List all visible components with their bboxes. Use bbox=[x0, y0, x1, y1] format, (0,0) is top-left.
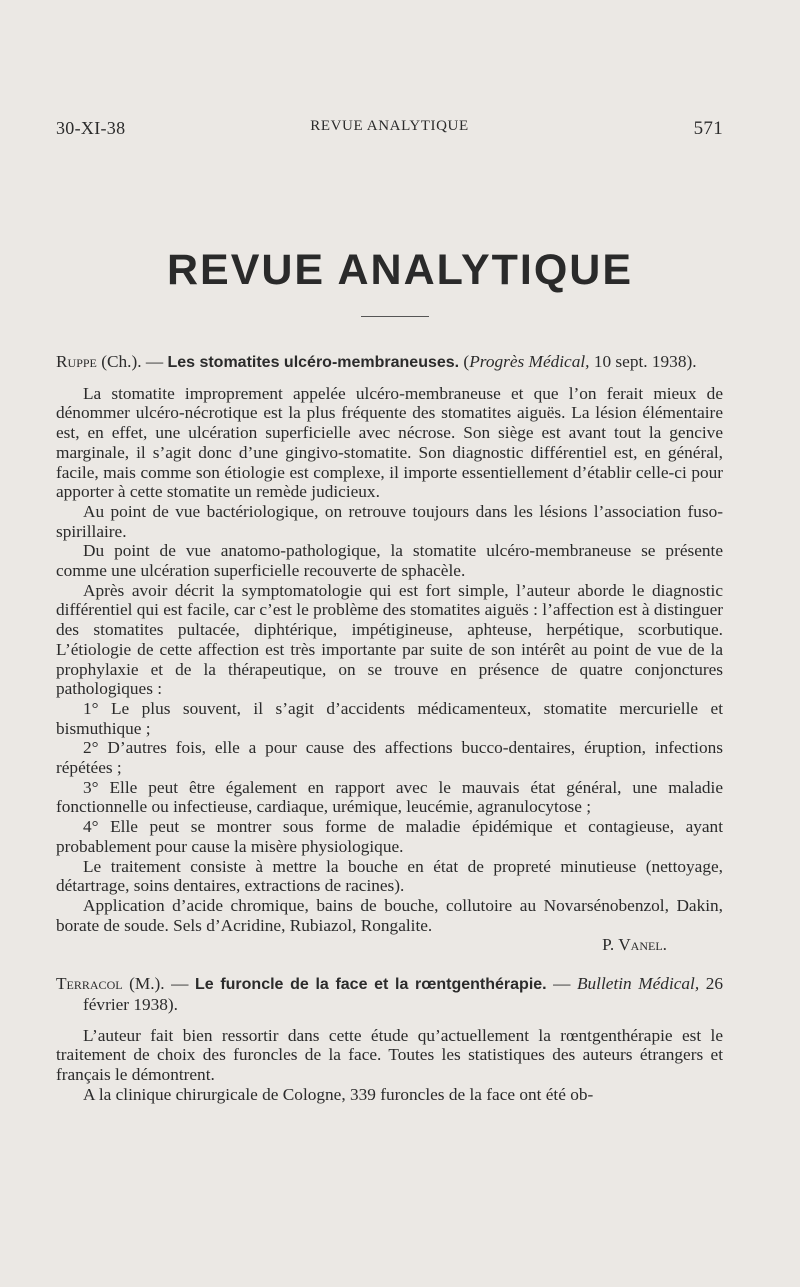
entry-1-paragraph: La stomatite improprement appelée ulcéro-membraneuse et que l’on ferait mieux de dénommer ulcéro-nécrotique est la plus fréquente des stomatites aiguës. La lésion élémentaire est, en effet, une ulcération superficielle avec nécrose. Son siège est avant tout la gencive marginale, il s’agit donc d’une gingivo-stomatite. Son diagnostic différentiel est, en général, facile, mais comme son étiologie est complexe, il importe essentiellement d’établir celle-ci pour apporter à cette stomatite un remède judicieux. bbox=[56, 383, 723, 502]
entry-1-ref-rest: 10 sept. 1938). bbox=[589, 352, 697, 371]
entry-1-paragraph: Au point de vue bactériologique, on retrouve toujours dans les lésions l’association fuso-spirillaire. bbox=[56, 501, 723, 541]
issue-date: 30-XI-38 bbox=[56, 118, 126, 138]
entry-2-heading bbox=[56, 974, 723, 1014]
entry-1-signature: P. Vanel. bbox=[602, 935, 667, 955]
entry-2-ref-open: — bbox=[546, 974, 577, 994]
running-head bbox=[56, 118, 723, 142]
entry-2-journal: Bulletin Médical, bbox=[576, 974, 700, 994]
entry-1-paragraph: Du point de vue anatomo-pathologique, la stomatite ulcéro-membraneuse se présente comme une ulcération superficielle recouverte de sphacèle. bbox=[56, 541, 723, 581]
entry-2-author-initial: (M.). — bbox=[122, 974, 195, 994]
title-rule bbox=[361, 316, 429, 317]
entry-1-paragraph: Application d’acide chromique, bains de bouche, collutoire au Novarsénobenzol, Dakin, borate de soude. Sels d’Acridine, Rubiazol, Rongalite. bbox=[56, 895, 723, 935]
page-number: 571 bbox=[693, 118, 723, 139]
entry-1-list-item-1: 1° Le plus souvent, il s’agit d’accidents médicamenteux, stomatite mercurielle et bismuthique ; bbox=[56, 698, 723, 738]
entry-2-article-title: Le furoncle de la face et la rœntgenthérapie. bbox=[194, 976, 547, 994]
article-body bbox=[56, 352, 723, 1104]
entry-2-paragraph: A la clinique chirurgicale de Cologne, 339 furoncles de la face ont été ob- bbox=[83, 1084, 594, 1104]
entry-2-ref-rest: 26 février 1938). bbox=[83, 974, 724, 1014]
entry-1-author-initial: (Ch.). — bbox=[96, 352, 168, 371]
page-title: REVUE ANALYTIQUE bbox=[166, 246, 634, 294]
entry-2-paragraph: L’auteur fait bien ressortir dans cette étude qu’actuellement la rœntgenthérapie est le traitement de choix des furoncles de la face. Toutes les statistiques des auteurs étrangers et français le démontrent. bbox=[56, 1025, 723, 1084]
entry-1-paragraph: Après avoir décrit la symptomatologie qui est fort simple, l’auteur aborde le diagnostic différentiel qui est facile, car c’est le problème des stomatites aiguës : l’affection est à distinguer des stomatites pultacée, diphtérique, impétigineuse, aphteuse, herpétique, scorbutique. L’étiologie de cette affection est très importante par suite de son intérêt au point de vue de la prophylaxie et de la thérapeutique, on se trouve en présence de quatre conjonctures pathologiques : bbox=[56, 580, 723, 699]
entry-1-heading bbox=[56, 352, 723, 373]
section-name: REVUE ANALYTIQUE bbox=[310, 118, 469, 134]
entry-1-author: Ruppe bbox=[56, 352, 97, 371]
entry-1-paragraph: Le traitement consiste à mettre la bouche en état de propreté minutieuse (nettoyage, détartrage, soins dentaires, extractions de racines). bbox=[56, 856, 723, 896]
entry-1-list-item-2: 2° D’autres fois, elle a pour cause des affections bucco-dentaires, éruption, infections répétées ; bbox=[56, 738, 723, 778]
entry-1-list-item-3: 3° Elle peut être également en rapport avec le mauvais état général, une maladie fonctionnelle ou infectieuse, cardiaque, urémique, leucémie, agranulocytose ; bbox=[56, 777, 723, 817]
entry-1-list-item-4: 4° Elle peut se montrer sous forme de maladie épidémique et contagieuse, ayant probablement pour cause la misère physiologique. bbox=[56, 817, 723, 856]
entry-1-ref-open: ( bbox=[459, 352, 470, 371]
entry-1-article-title: Les stomatites ulcéro-membraneuses. bbox=[167, 354, 460, 371]
entry-1-journal: Progrès Médical, bbox=[469, 352, 590, 371]
entry-2-author: Terracol bbox=[56, 974, 123, 994]
